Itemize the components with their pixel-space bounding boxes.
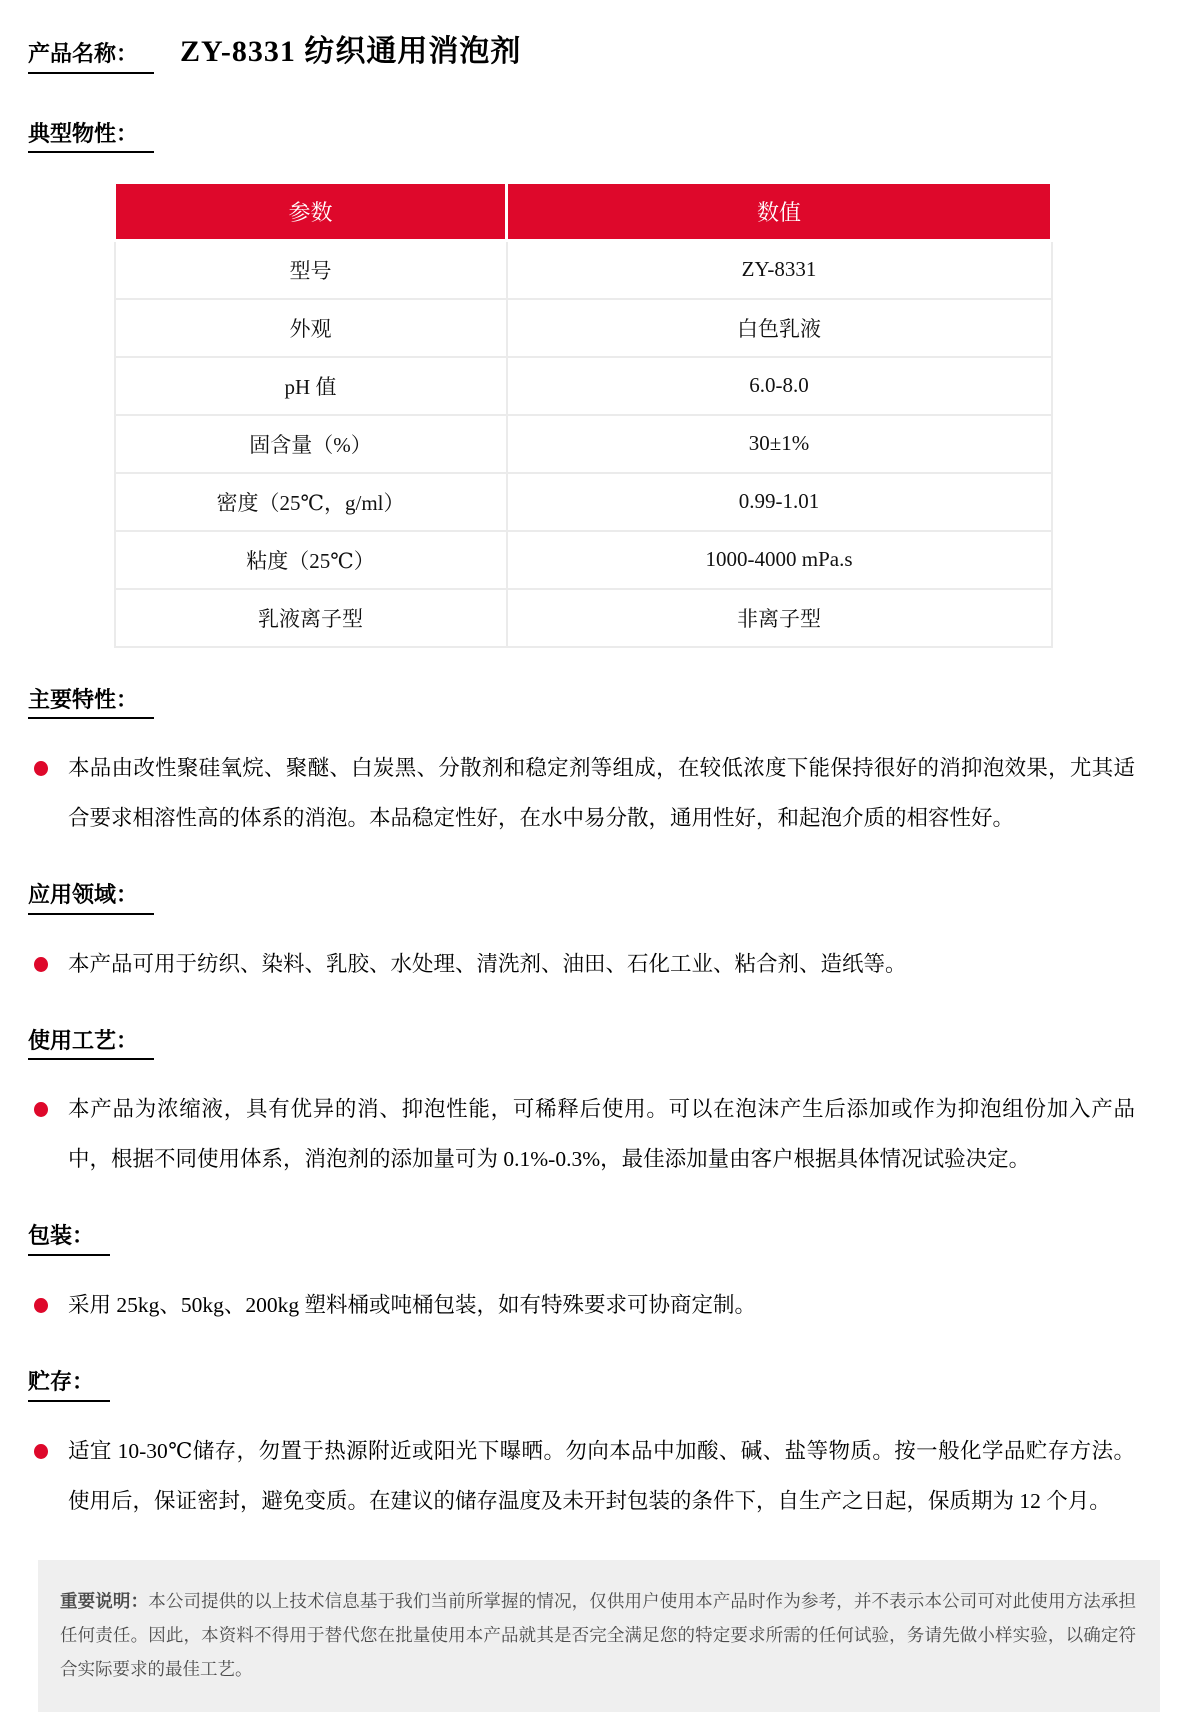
value-cell: 6.0-8.0 [507,357,1052,415]
table-row [115,299,1052,357]
storage-heading: 贮存： [28,1368,110,1402]
table-row [115,531,1052,589]
column-header-value: 数值 [507,183,1052,241]
bullet-dot-icon [34,761,48,776]
list-item-text: 本品由改性聚硅氧烷、聚醚、白炭黑、分散剂和稳定剂等组成，在较低浓度下能保持很好的消抑泡效果，尤其适合要求相溶性高的体系的消泡。本品稳定性好，在水中易分散，通用性好，和起泡介质的相容性好。 [68,756,1135,831]
list-item-text: 适宜 10-30℃储存，勿置于热源附近或阳光下曝晒。勿向本品中加酸、碱、盐等物质。按一般化学品贮存方法。使用后，保证密封，避免变质。在建议的储存温度及未开封包装的条件下，自生产之日起，保质期为 12 个月。 [68,1438,1135,1513]
list-item [28,743,1135,843]
param-cell: 乳液离子型 [115,589,507,647]
list-item [28,1426,1135,1526]
product-title-row [28,26,1135,74]
table-row [115,241,1052,299]
main-features-list [28,743,1135,843]
list-item [28,1280,1135,1330]
packaging-heading: 包装： [28,1222,110,1256]
value-cell: 0.99-1.01 [507,473,1052,531]
application-fields-section [28,881,1135,989]
important-notice-box [38,1560,1160,1712]
list-item [28,1084,1135,1184]
param-cell: pH 值 [115,357,507,415]
table-row [115,357,1052,415]
product-name-label: 产品名称： [28,40,154,74]
value-cell: 30±1% [507,415,1052,473]
typical-properties-heading: 典型物性： [28,120,154,154]
param-cell: 型号 [115,241,507,299]
param-cell: 外观 [115,299,507,357]
bullet-dot-icon [34,1444,48,1459]
param-cell: 粘度（25℃） [115,531,507,589]
list-item-text: 本产品为浓缩液，具有优异的消、抑泡性能，可稀释后使用。可以在泡沫产生后添加或作为抑泡组份加入产品中，根据不同使用体系，消泡剂的添加量可为 0.1%-0.3%，最佳添加量由客户根据具体情况试验决定。 [68,1097,1135,1172]
application-fields-heading: 应用领域： [28,881,154,915]
bullet-dot-icon [34,1298,48,1313]
value-cell: 非离子型 [507,589,1052,647]
list-item [28,939,1135,989]
storage-section [28,1368,1135,1526]
list-item-text: 采用 25kg、50kg、200kg 塑料桶或吨桶包装，如有特殊要求可协商定制。 [68,1293,757,1318]
page-title: ZY-8331 纺织通用消泡剂 [180,35,522,68]
table-row [115,473,1052,531]
list-item-text: 本产品可用于纺织、染料、乳胶、水处理、清洗剂、油田、石化工业、粘合剂、造纸等。 [68,951,907,976]
notice-label: 重要说明： [60,1590,149,1611]
value-cell: 白色乳液 [507,299,1052,357]
storage-list [28,1426,1135,1526]
usage-process-list [28,1084,1135,1184]
table-row [115,589,1052,647]
typical-properties-section [28,120,1135,154]
table-header-row [115,183,1052,241]
main-features-section [28,686,1135,844]
properties-table [113,181,1053,648]
packaging-list [28,1280,1135,1330]
value-cell: ZY-8331 [507,241,1052,299]
packaging-section [28,1222,1135,1330]
param-cell: 密度（25℃，g/ml） [115,473,507,531]
usage-process-heading: 使用工艺： [28,1027,154,1061]
usage-process-section [28,1027,1135,1185]
notice-text: 本公司提供的以上技术信息基于我们当前所掌握的情况，仅供用户使用本产品时作为参考，并不表示本公司可对此使用方法承担任何责任。因此，本资料不得用于替代您在批量使用本产品就其是否完全满足您的特定要求所需的任何试验，务请先做小样实验，以确定符合实际要求的最佳工艺。 [60,1590,1137,1679]
main-features-heading: 主要特性： [28,686,154,720]
bullet-dot-icon [34,957,48,972]
table-row [115,415,1052,473]
column-header-parameter: 参数 [115,183,507,241]
bullet-dot-icon [34,1102,48,1117]
param-cell: 固含量（%） [115,415,507,473]
value-cell: 1000-4000 mPa.s [507,531,1052,589]
application-fields-list [28,939,1135,989]
